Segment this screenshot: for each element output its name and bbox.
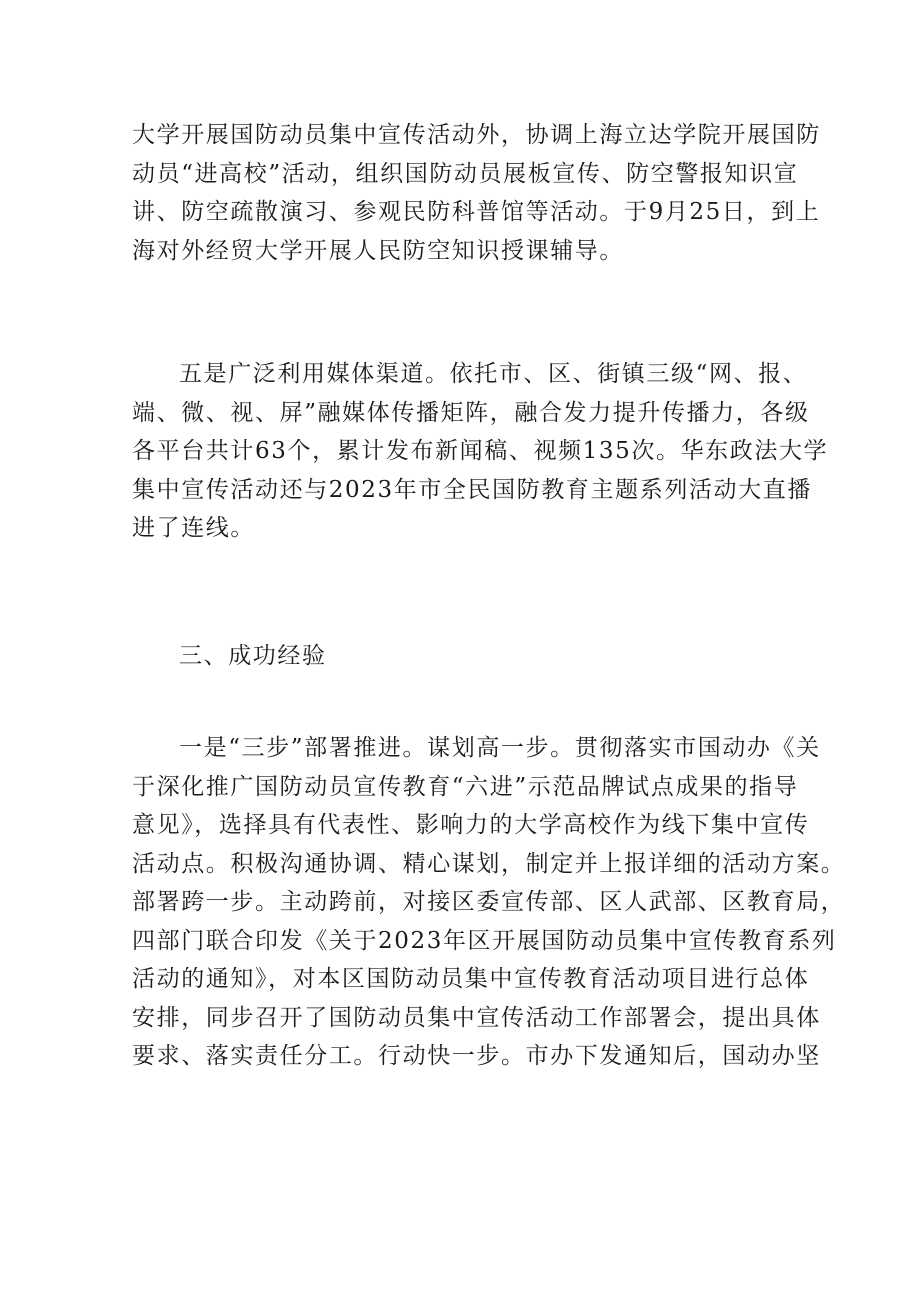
text-line: 各平台共计63个，累计发布新闻稿、视频135次。华东政法大学: [132, 438, 829, 464]
section-heading: 三、成功经验: [179, 643, 327, 669]
text-line: 动员“进高校”活动，组织国防动员展板宣传、防空警报知识宣: [132, 160, 799, 187]
text-line: 大学开展国防动员集中宣传活动外，协调上海立达学院开展国防: [132, 122, 821, 148]
text-line: 活动点。积极沟通协调、精心谋划，制定并上报详细的活动方案。: [132, 850, 846, 877]
paragraph-activities-continued: [132, 116, 821, 270]
text-line: 活动的通知》，对本区国防动员集中宣传教育活动项目进行总体: [132, 966, 810, 992]
text-line: 要求、落实责任分工。行动快一步。市办下发通知后，国动办坚: [132, 1043, 821, 1069]
text-line: 五是广泛利用媒体渠道。依托市、区、街镇三级“网、报、: [179, 361, 808, 387]
text-line: 安排，同步召开了国防动员集中宣传活动工作部署会，提出具体: [132, 1004, 821, 1031]
text-line: 讲、防空疏散演习、参观民防科普馆等活动。于9月25日，到上: [132, 199, 821, 225]
text-line: 四部门联合印发《关于2023年区开展国防动员集中宣传教育系列: [132, 927, 837, 954]
paragraph-media-channels: [132, 355, 829, 548]
text-line: 海对外经贸大学开展人民防空知识授课辅导。: [132, 237, 624, 264]
section-heading-success-experience: [132, 637, 792, 676]
text-line: 于深化推广国防动员宣传教育“六进”示范品牌试点成果的指导: [132, 773, 799, 800]
text-line: 进了连线。: [132, 515, 255, 541]
text-line: 端、微、视、屏”融媒体传播矩阵，融合发力提升传播力，各级: [132, 399, 810, 426]
paragraph-three-step-deployment: [132, 729, 846, 1076]
text-line: 集中宣传活动还与2023年市全民国防教育主题系列活动大直播: [132, 476, 812, 503]
text-line: 部署跨一步。主动跨前，对接区委宣传部、区人武部、区教育局，: [132, 889, 846, 915]
text-line: 意见》，选择具有代表性、影响力的大学高校作为线下集中宣传: [132, 812, 810, 838]
text-line: 一是“三步”部署推进。谋划高一步。贯彻落实市国动办《关: [179, 735, 821, 761]
